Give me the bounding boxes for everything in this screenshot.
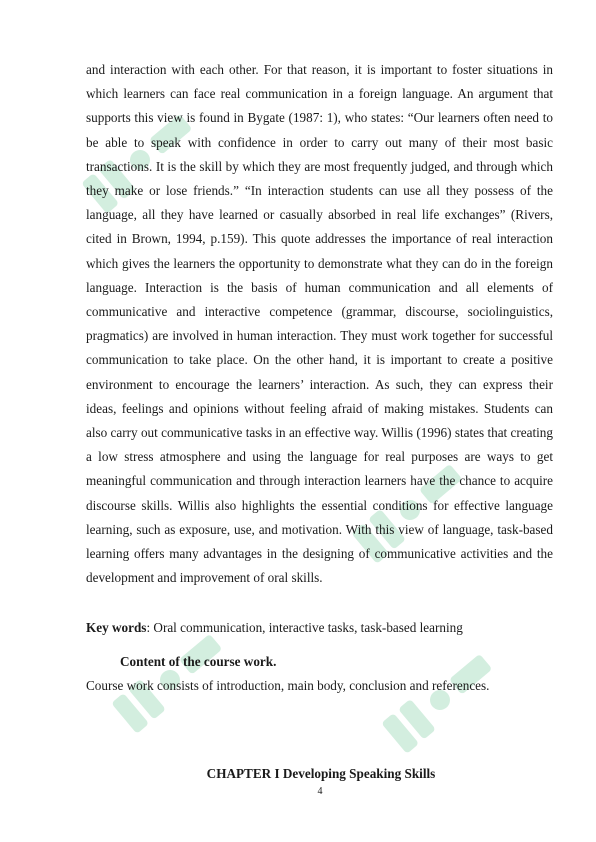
keywords-line <box>86 618 556 638</box>
page-number: 4 <box>317 786 323 797</box>
body-paragraph: and interaction with each other. For that reason, it is important to foster situations in which learners can face real communication in a foreign language. An argument that supports this view is found in Bygate (1987: 1), who states: “Our learners often need to be able to speak with confidence in order to carry out many of their most basic transactions. It is the skill by which they are most frequently judged, and through which they make or lose friends.” “In interaction students can use all they possess of the language, all they have learned or casually absorbed in real life exchanges” (Rivers, cited in Brown, 1994, p.159). This quote addresses the importance of real interaction which gives the learners the opportunity to demonstrate what they can do in the foreign language. Interaction is the basis of human communication and all elements of communicative and interactive competence (grammar, discourse, sociolinguistics, pragmatics) are involved in human interaction. They must work together for successful communication to take place. On the other hand, it is important to create a positive environment to encourage the learners’ interaction. As such, they can express their ideas, feelings and opinions without feeling afraid of making mistakes. Students can also carry out communicative tasks in an effective way. Willis (1996) states that creating a low stress atmosphere and using the language for real purposes are ways to get meaningful communication and through interaction learners have the chance to acquire discourse skills. Willis also highlights the essential conditions for effective language learning, such as exposure, use, and motivation. With this view of language, task-based learning offers many advantages in the designing of communicative activities and the development and improvement of oral skills. <box>86 62 553 586</box>
chapter-heading: CHAPTER I Developing Speaking Skills <box>206 766 436 781</box>
keywords-text: : Oral communication, interactive tasks, task-based learning <box>146 620 463 635</box>
course-work-line: Course work consists of introduction, main body, conclusion and references. <box>86 678 490 693</box>
keywords-label: Key words <box>86 620 147 635</box>
content-heading: Content of the course work. <box>120 654 277 669</box>
watermark-logo-icon <box>360 620 520 780</box>
